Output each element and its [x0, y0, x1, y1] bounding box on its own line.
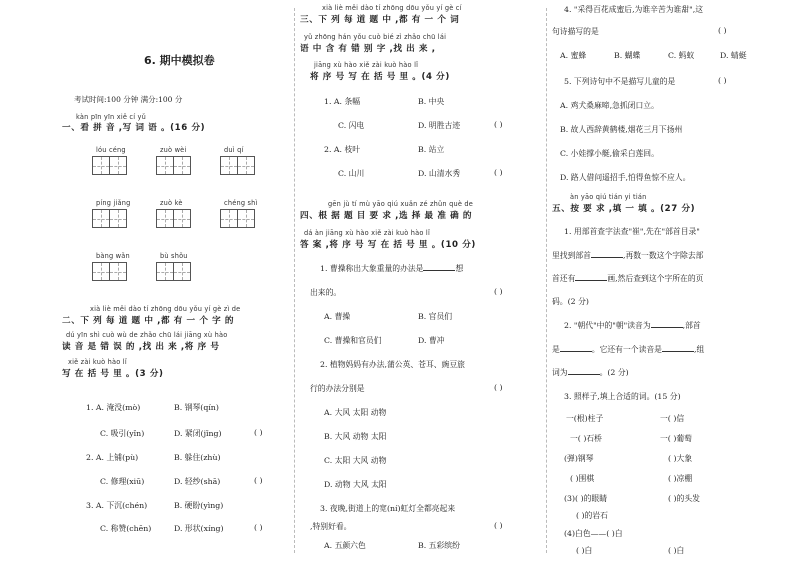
section-pinyin: dú yīn shì cuò wù de zhǎo chū lái jiāng xù hào [66, 331, 228, 339]
question-stem: 。(2 分) [599, 368, 629, 377]
column-divider [546, 8, 547, 553]
option: B. 蝴蝶 [614, 51, 641, 60]
option: 2. A. 上铺(pù) [86, 453, 139, 462]
option: B. 五彩缤纷 [418, 541, 460, 550]
word-pinyin: chéng shì [224, 199, 258, 207]
option: B. 中央 [418, 97, 445, 106]
fill-item[interactable]: ( )的头发 [668, 494, 700, 503]
word-pinyin: zuò wèi [160, 146, 187, 154]
writing-grid[interactable] [156, 156, 190, 175]
question-stem: ,特别好看。 [310, 522, 352, 531]
option: B. 钢琴(qín) [174, 403, 219, 412]
fill-item[interactable]: ( )围棋 [570, 474, 595, 483]
section-pinyin: dá àn jiāng xù hào xiě zài kuò hào lǐ [304, 229, 430, 237]
question-text [564, 320, 701, 331]
option: 1. A. 条幅 [324, 97, 361, 106]
section-pinyin: jiāng xù hào xiě zài kuò hào lǐ [314, 61, 419, 69]
option: D. 路人借问遥招手,怕得鱼惊不应人。 [560, 173, 691, 182]
question-stem: 词为 [552, 368, 568, 377]
question-text: 1. 用部首查字法查"崔",先在"部首目录" [564, 227, 700, 236]
option: D. 动物 大风 太阳 [324, 480, 387, 489]
section-heading: 三、下 列 每 道 题 中 ,都 有 一 个 词 [300, 15, 460, 25]
option: C. 太阳 大风 动物 [324, 456, 387, 465]
option: C. 蚂蚁 [668, 51, 695, 60]
section-heading: 语 中 含 有 错 别 字 ,找 出 来 , [300, 44, 436, 54]
section-heading: 答 案 ,将 序 号 写 在 括 号 里 。(10 分) [300, 240, 476, 250]
section-pinyin: xià liè měi dào tí zhōng dōu yǒu yí gè cí [322, 4, 462, 12]
section-heading: 五、按 要 求 ,填 一 填 。(27 分) [552, 204, 696, 214]
question-stem: ,再数一数这个字除去部 [622, 251, 704, 260]
question-text [552, 250, 703, 261]
word-pinyin: zuò kè [160, 199, 183, 207]
option: D. 明胜古迹 [418, 121, 461, 130]
question-stem: ,部首 [682, 321, 701, 330]
option [324, 540, 366, 551]
fill-item[interactable]: 一( )石桥 [570, 434, 602, 443]
question-stem: 想 [455, 264, 464, 273]
writing-grid[interactable] [92, 262, 126, 281]
answer-blank[interactable] [651, 320, 683, 328]
section-pinyin: gēn jù tí mù yāo qiú xuǎn zé zhǔn què de [328, 200, 474, 208]
section-pinyin: kàn pīn yīn xiě cí yǔ [76, 113, 147, 121]
fill-item[interactable]: ( )凉棚 [668, 474, 693, 483]
exam-info: 考试时间:100 分钟 满分:100 分 [74, 95, 183, 104]
fill-item[interactable]: ( )大象 [668, 454, 693, 463]
option: D. 形状(xíng) [174, 524, 224, 533]
fill-item[interactable]: 一( )葡萄 [660, 434, 692, 443]
option: 3. A. 下沉(chén) [86, 501, 148, 510]
answer-paren[interactable]: ( ) [494, 383, 503, 392]
option: B. 站立 [418, 145, 445, 154]
fill-item[interactable]: 一(根)柱子 [566, 414, 604, 423]
answer-paren[interactable]: ( ) [718, 76, 727, 85]
option: C. 修理(xiū) [100, 477, 145, 486]
answer-paren[interactable]: ( ) [494, 287, 503, 296]
word-pinyin: lóu céng [96, 146, 126, 154]
option: C. 称赞(chēn) [100, 524, 152, 533]
question-stem: 画,然后查到这个字所在的页 [607, 274, 704, 283]
question-text: 2. 植物妈妈有办法,蒲公英、苍耳、豌豆旅 [320, 360, 465, 369]
option: C. 曹操和官员们 [324, 336, 382, 345]
option: B. 躲住(zhù) [174, 453, 221, 462]
option: D. 轻纱(shā) [174, 477, 221, 486]
question-stem: 是 [552, 345, 560, 354]
page-title: 6. 期中模拟卷 [144, 54, 215, 67]
question-stem: 。它还有一个读音是 [591, 345, 662, 354]
option: B. 硬盼(yìng) [174, 501, 224, 510]
question-text [552, 344, 704, 355]
question-text: 出来的。 [310, 288, 342, 297]
option: C. 山川 [338, 169, 365, 178]
column-right [552, 0, 778, 561]
question-text: 3. 夜晚,街道上的宽(ní)虹灯全都亮起来 [320, 504, 456, 513]
question-text [320, 263, 463, 274]
writing-grid[interactable] [156, 209, 190, 228]
fill-item[interactable]: ( )白 [668, 546, 685, 555]
question-text [552, 367, 629, 378]
section-pinyin: xiě zài kuò hào lǐ [68, 358, 127, 366]
writing-grid[interactable] [92, 209, 126, 228]
section-heading: 写 在 括 号 里 。(3 分) [62, 369, 164, 379]
answer-blank[interactable] [575, 273, 607, 281]
answer-blank[interactable] [423, 263, 455, 271]
column-left [62, 0, 288, 561]
writing-grid[interactable] [220, 209, 254, 228]
question-text: 5. 下列诗句中不是描写儿童的是 [564, 77, 676, 86]
word-pinyin: bù shǒu [160, 252, 188, 260]
question-text: 3. 照样子,填上合适的词。(15 分) [564, 392, 681, 401]
question-text: 4. "采得百花成蜜后,为谁辛苦为谁甜",这 [564, 5, 703, 14]
option: A. 五颜六色 [324, 541, 366, 550]
section-heading: 四、根 据 题 目 要 求 ,选 择 最 准 确 的 [300, 211, 473, 221]
writing-grid[interactable] [92, 156, 126, 175]
option: C. 吸引(yǐn) [100, 429, 145, 438]
writing-grid[interactable] [156, 262, 190, 281]
fill-item[interactable]: ( )的岩石 [576, 511, 608, 520]
fill-item[interactable]: (3)( )的眼睛 [564, 494, 607, 503]
option: 2. A. 枝叶 [324, 145, 361, 154]
option: D. 山清水秀 [418, 169, 461, 178]
fill-item[interactable]: (4)白色——( )白 [564, 529, 623, 538]
question-text: 码。(2 分) [552, 297, 589, 306]
option: B. 故人西辞黄鹤楼,烟花三月下扬州 [560, 125, 683, 134]
answer-blank[interactable] [662, 344, 694, 352]
answer-paren[interactable]: ( ) [254, 476, 263, 485]
section-heading: 二、下 列 每 道 题 中 ,都 有 一 个 字 的 [62, 316, 235, 326]
section-pinyin: àn yāo qiú tián yi tián [570, 193, 647, 201]
word-pinyin: duì qí [224, 146, 244, 154]
section-pinyin: yǔ zhōng hán yǒu cuò bié zì zhǎo chū lái [304, 33, 447, 41]
section-heading: 将 序 号 写 在 括 号 里 。(4 分) [310, 72, 450, 82]
question-stem: ,组 [693, 345, 705, 354]
fill-item[interactable]: ( )白 [576, 546, 593, 555]
question-text [310, 521, 351, 532]
answer-blank[interactable] [560, 344, 592, 352]
word-pinyin: bàng wǎn [96, 252, 130, 260]
question-text: 行的办法分别是 [310, 384, 365, 393]
section-heading: 一、看 拼 音 ,写 词 语 。(16 分) [62, 123, 206, 133]
question-stem: 首还有 [552, 274, 576, 283]
answer-paren[interactable]: ( ) [494, 120, 503, 129]
answer-paren[interactable]: ( ) [494, 168, 503, 177]
option: D. 蜻蜓 [720, 51, 747, 60]
option: A. 蜜蜂 [560, 51, 587, 60]
option: A. 曹操 [324, 312, 351, 321]
column-divider [294, 8, 295, 553]
option: 1. A. 淹没(mò) [86, 403, 141, 412]
section-pinyin: xià liè měi dào tí zhōng dōu yǒu yí gè zì de [90, 305, 241, 313]
writing-grid[interactable] [220, 156, 254, 175]
option: B. 大风 动物 太阳 [324, 432, 387, 441]
question-stem: 里找到部首 [552, 251, 591, 260]
option: A. 大风 太阳 动物 [324, 408, 387, 417]
question-text: 句诗描写的是 [552, 27, 599, 36]
option: D. 曹冲 [418, 336, 445, 345]
column-middle [300, 0, 540, 561]
answer-blank[interactable] [591, 250, 623, 258]
option: C. 闪电 [338, 121, 365, 130]
option: B. 官员们 [418, 312, 453, 321]
question-stem: 2. "朝代"中的"朝"读音为 [564, 321, 651, 330]
question-text [552, 273, 703, 284]
answer-blank[interactable] [568, 367, 600, 375]
section-heading: 读 音 是 错 误 的 ,找 出 来 ,将 序 号 [62, 342, 220, 352]
word-pinyin: píng jiǎng [96, 199, 131, 207]
answer-paren[interactable]: ( ) [494, 521, 503, 530]
option: C. 小娃撑小艇,偷采白莲回。 [560, 149, 659, 158]
fill-item[interactable]: 一( )信 [660, 414, 685, 423]
answer-paren[interactable]: ( ) [718, 26, 727, 35]
question-stem: 1. 曹操称出大象重量的办法是 [320, 264, 424, 273]
option: D. 紧闭(jǐng) [174, 429, 222, 438]
fill-item[interactable]: (弹)钢琴 [564, 454, 594, 463]
answer-paren[interactable]: ( ) [254, 428, 263, 437]
answer-paren[interactable]: ( ) [254, 523, 263, 532]
option: A. 鸡犬桑麻啼,急抓闭口立。 [560, 101, 659, 110]
